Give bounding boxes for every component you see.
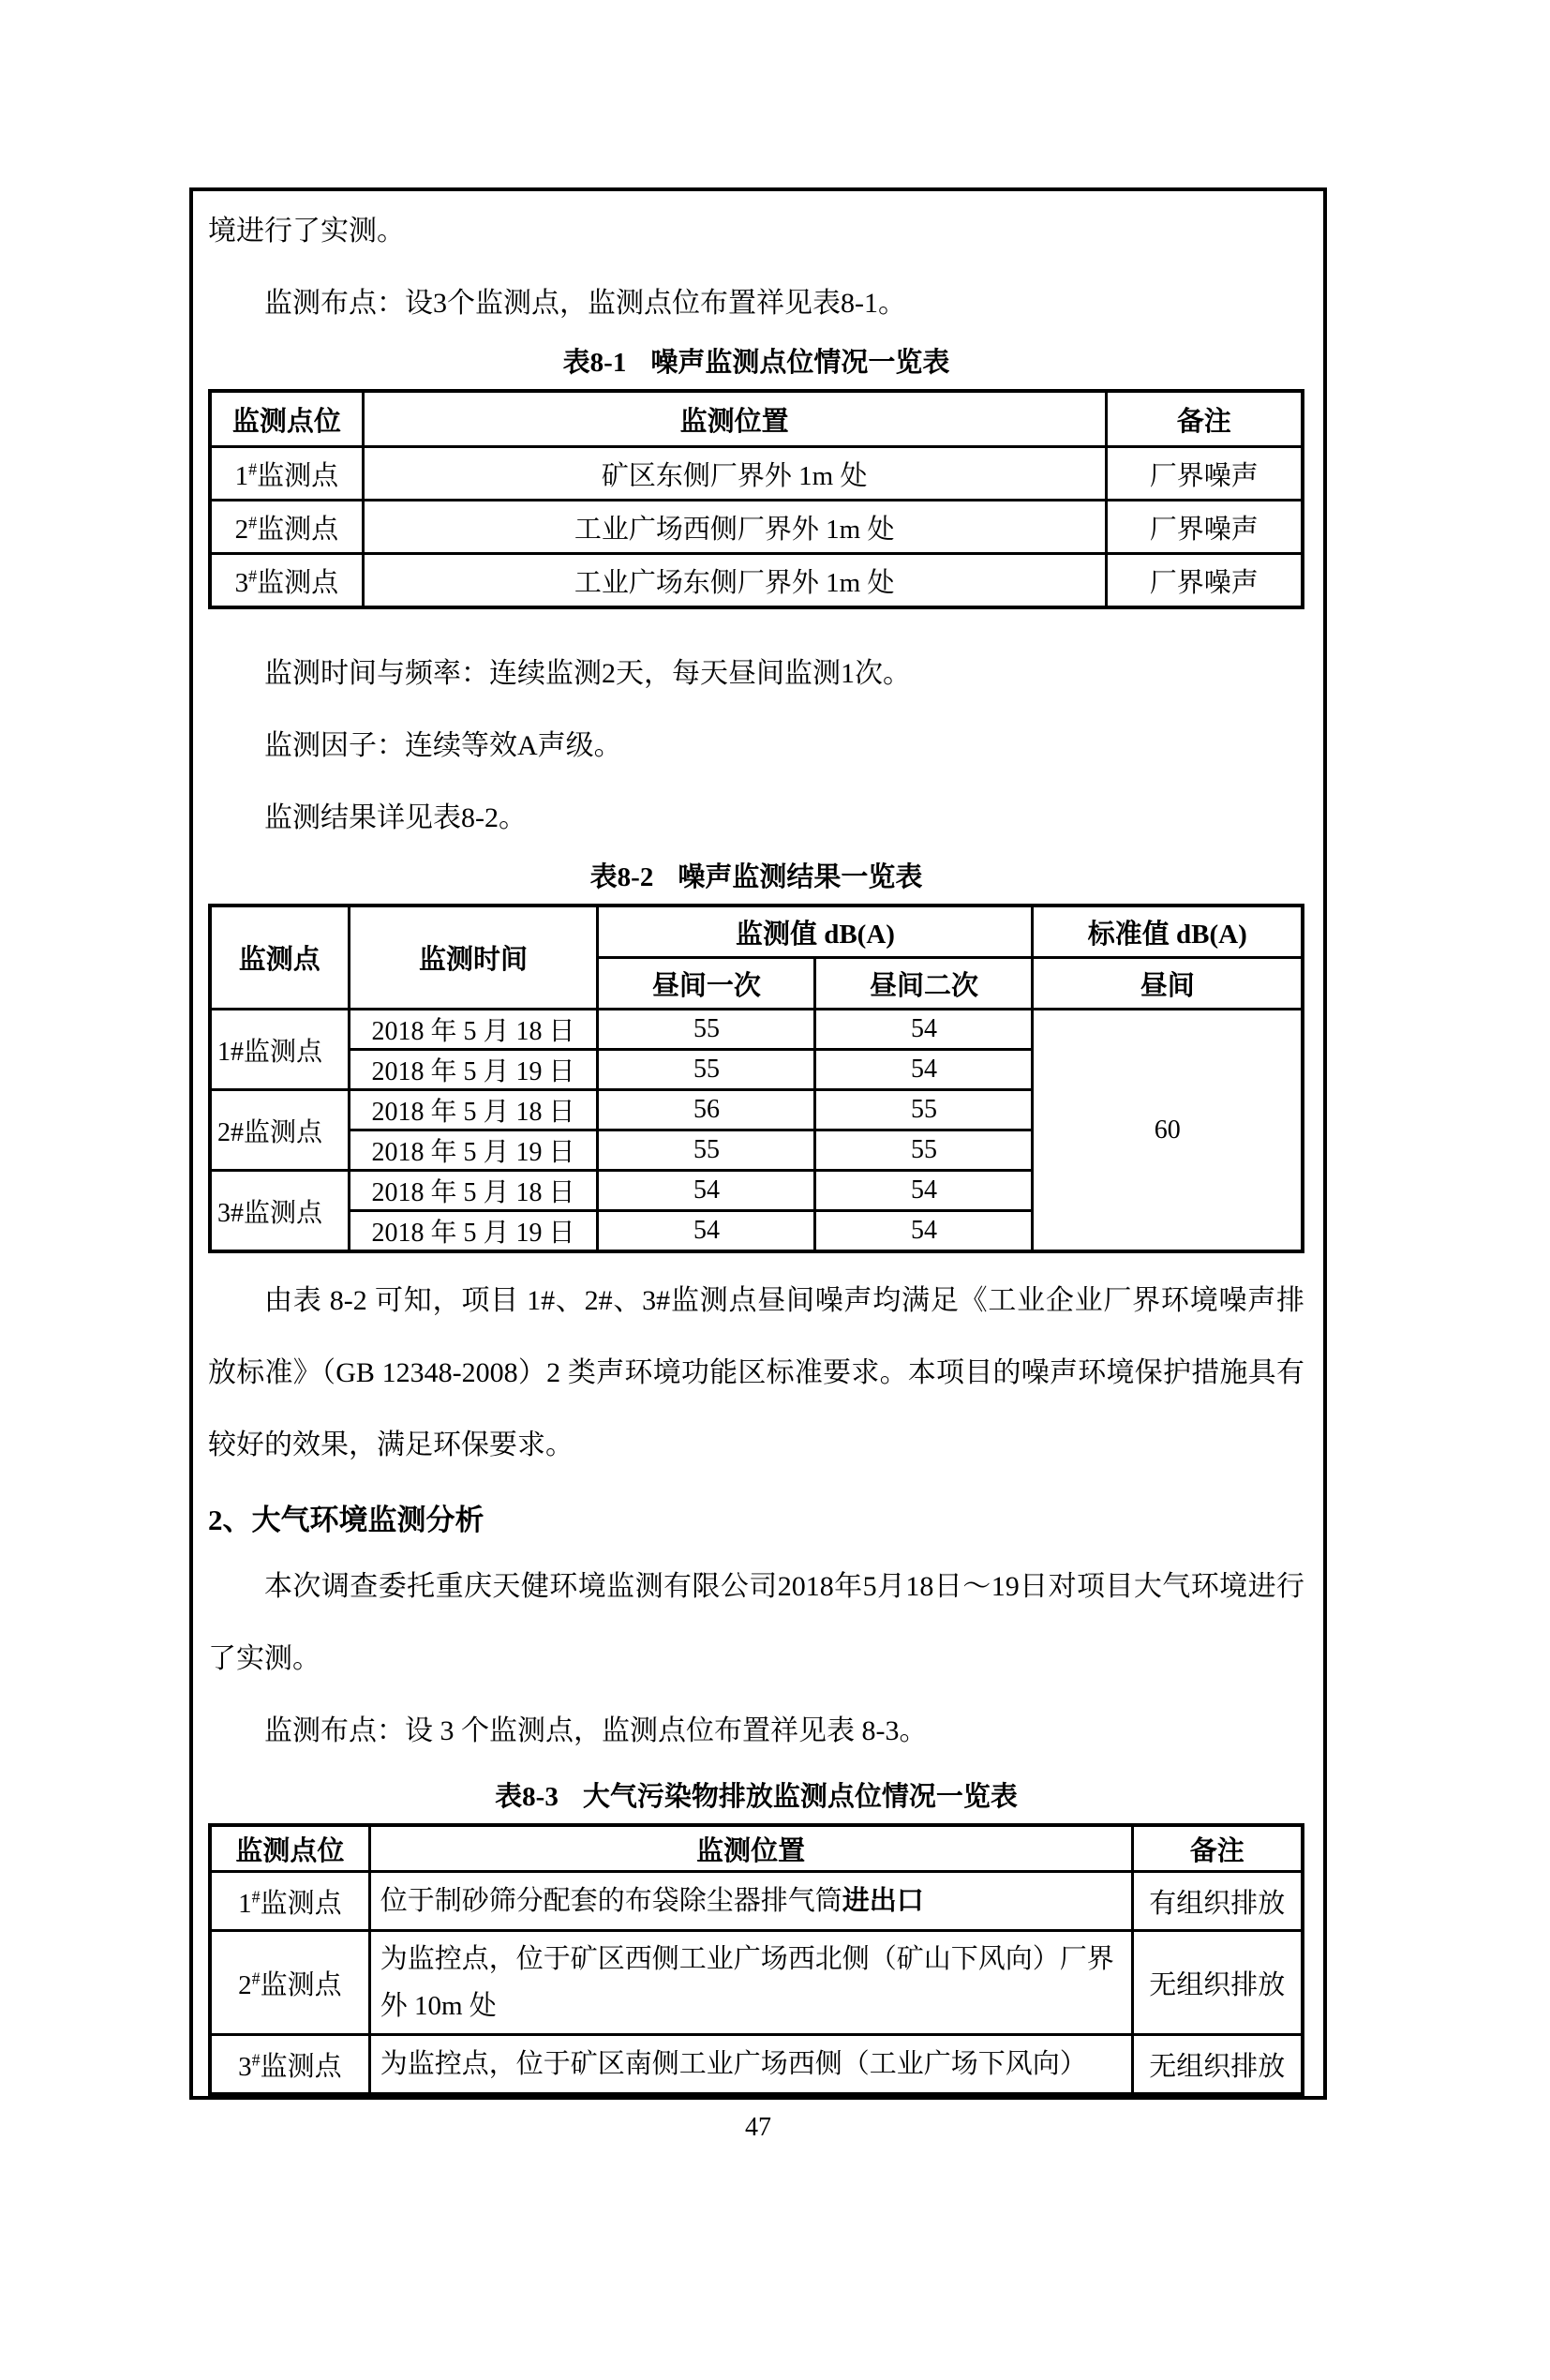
remark-cell: 无组织排放 — [1132, 2035, 1303, 2095]
paragraph-air-monitoring-points: 监测布点：设 3 个监测点，监测点位布置祥见表 8-3。 — [264, 1715, 928, 1746]
point-hash: # — [251, 1886, 261, 1906]
point-hash: # — [248, 458, 258, 478]
date-cell: 2018 年 5 月 19 日 — [349, 1050, 598, 1090]
table-8-2-caption — [208, 857, 1304, 898]
point-number: 3 — [238, 2051, 252, 2082]
location-cell — [369, 1872, 1132, 1931]
table-8-2-header-row-1 — [210, 906, 1303, 958]
location-text: 为监控点，位于矿区西侧工业广场西北侧（矿山下风向）厂界外 10m 处 — [380, 1944, 1114, 2021]
header-cell: 备注 — [1132, 1825, 1303, 1872]
point-cell — [210, 501, 363, 554]
value-cell: 55 — [598, 1130, 815, 1171]
point-hash: # — [251, 1968, 261, 1987]
table-8-3 — [208, 1823, 1304, 2096]
location-text: 位于制砂筛分配套的布袋除尘器排气筒 — [380, 1886, 842, 1916]
table-8-1-caption-title: 噪声监测点位情况一览表 — [650, 348, 950, 378]
header-cell: 监测点位 — [210, 1825, 369, 1872]
remark-cell: 有组织排放 — [1132, 1872, 1303, 1931]
value-cell: 55 — [815, 1130, 1033, 1171]
table-8-1-caption-label: 表8-1 — [562, 348, 627, 378]
location-cell — [369, 2035, 1132, 2095]
value-cell: 55 — [598, 1010, 815, 1050]
location-cell: 工业广场东侧厂界外 1m 处 — [363, 554, 1106, 608]
point-cell: 2#监测点 — [210, 1090, 349, 1171]
point-label: 监测点 — [260, 1888, 342, 1919]
point-hash: # — [248, 512, 258, 531]
value-cell: 55 — [598, 1050, 815, 1090]
location-cell: 矿区东侧厂界外 1m 处 — [363, 447, 1106, 501]
table-8-2-caption-label: 表8-2 — [589, 862, 654, 892]
table-8-1-header-row — [210, 391, 1303, 447]
header-cell: 昼间二次 — [815, 958, 1033, 1010]
header-cell: 昼间一次 — [598, 958, 815, 1010]
table-row — [210, 554, 1303, 608]
value-cell: 54 — [598, 1211, 815, 1252]
point-number: 2 — [234, 514, 249, 545]
table-8-3-header-row — [210, 1825, 1303, 1872]
header-cell: 监测时间 — [349, 906, 598, 1010]
header-cell: 监测位置 — [369, 1825, 1132, 1872]
location-cell: 工业广场西侧厂界外 1m 处 — [363, 501, 1106, 554]
value-cell: 56 — [598, 1090, 815, 1130]
table-row — [210, 1872, 1303, 1931]
remark-cell: 厂界噪声 — [1106, 447, 1303, 501]
page-number: 47 — [745, 2113, 771, 2142]
header-cell: 备注 — [1106, 391, 1303, 447]
table-row — [210, 1931, 1303, 2035]
date-cell: 2018 年 5 月 19 日 — [349, 1211, 598, 1252]
date-cell: 2018 年 5 月 18 日 — [349, 1171, 598, 1211]
date-cell: 2018 年 5 月 19 日 — [349, 1130, 598, 1171]
paragraph-monitoring-time-frequency: 监测时间与频率：连续监测2天，每天昼间监测1次。 — [264, 658, 911, 689]
location-text-bold: 进出口 — [842, 1886, 924, 1916]
table-8-3-caption-label: 表8-3 — [495, 1782, 559, 1812]
paragraph-monitoring-factor: 监测因子：连续等效A声级。 — [264, 730, 622, 761]
remark-cell: 厂界噪声 — [1106, 501, 1303, 554]
point-cell — [210, 1872, 369, 1931]
point-label: 监测点 — [260, 2051, 342, 2082]
location-cell — [369, 1931, 1132, 2035]
remark-cell: 厂界噪声 — [1106, 554, 1303, 608]
table-8-1 — [208, 389, 1304, 609]
header-cell: 监测位置 — [363, 391, 1106, 447]
point-number: 2 — [238, 1969, 252, 2000]
point-cell: 1#监测点 — [210, 1010, 349, 1090]
point-cell — [210, 1931, 369, 2035]
point-cell — [210, 447, 363, 501]
value-cell: 54 — [815, 1211, 1033, 1252]
location-text: 为监控点，位于矿区南侧工业广场西侧（工业广场下风向） — [380, 2049, 1087, 2079]
value-cell: 54 — [815, 1050, 1033, 1090]
header-cell: 监测值 dB(A) — [598, 906, 1033, 958]
table-8-3-caption-title: 大气污染物排放监测点位情况一览表 — [582, 1782, 1018, 1812]
point-cell — [210, 554, 363, 608]
paragraph-air-survey: 本次调查委托重庆天健环境监测有限公司2018年5月18日～19日对项目大气环境进行了实测。 — [208, 1571, 1304, 1674]
paragraph-noise-conclusion: 由表 8-2 可知，项目 1#、2#、3#监测点昼间噪声均满足《工业企业厂界环境噪声排放标准》（GB 12348-2008）2 类声环境功能区标准要求。本项目的噪声环境保护措施具有较好的效果，满足环保要求。 — [208, 1285, 1304, 1460]
point-cell: 3#监测点 — [210, 1171, 349, 1252]
point-hash: # — [248, 565, 258, 585]
value-cell: 54 — [815, 1171, 1033, 1211]
value-cell: 54 — [598, 1171, 815, 1211]
point-hash: # — [251, 2049, 261, 2069]
value-cell: 55 — [815, 1090, 1033, 1130]
point-label: 监测点 — [257, 514, 339, 545]
section-2-heading: 2、大气环境监测分析 — [208, 1504, 484, 1536]
paragraph-continuation: 境进行了实测。 — [208, 216, 405, 247]
standard-value-cell: 60 — [1033, 1010, 1303, 1252]
date-cell: 2018 年 5 月 18 日 — [349, 1010, 598, 1050]
page-border-frame — [189, 187, 1327, 2100]
table-row — [210, 2035, 1303, 2095]
remark-cell: 无组织排放 — [1132, 1931, 1303, 2035]
point-number: 1 — [238, 1888, 252, 1919]
table-row — [210, 447, 1303, 501]
header-cell: 标准值 dB(A) — [1033, 906, 1303, 958]
paragraph-noise-monitoring-points: 监测布点：设3个监测点，监测点位布置祥见表8-1。 — [264, 288, 906, 319]
point-label: 监测点 — [257, 567, 339, 598]
table-8-2-caption-title: 噪声监测结果一览表 — [678, 862, 923, 892]
paragraph-see-table-8-2: 监测结果详见表8-2。 — [264, 802, 527, 833]
table-8-2 — [208, 904, 1304, 1253]
table-8-3-caption — [208, 1776, 1304, 1818]
header-cell: 监测点位 — [210, 391, 363, 447]
date-cell: 2018 年 5 月 18 日 — [349, 1090, 598, 1130]
value-cell: 54 — [815, 1010, 1033, 1050]
point-label: 监测点 — [257, 460, 339, 491]
point-label: 监测点 — [260, 1969, 342, 2000]
table-row — [210, 501, 1303, 554]
point-number: 1 — [234, 460, 249, 491]
point-cell — [210, 2035, 369, 2095]
table-row — [210, 1010, 1303, 1050]
header-cell: 监测点 — [210, 906, 349, 1010]
header-cell: 昼间 — [1033, 958, 1303, 1010]
point-number: 3 — [234, 567, 249, 598]
table-8-1-caption — [208, 342, 1304, 383]
